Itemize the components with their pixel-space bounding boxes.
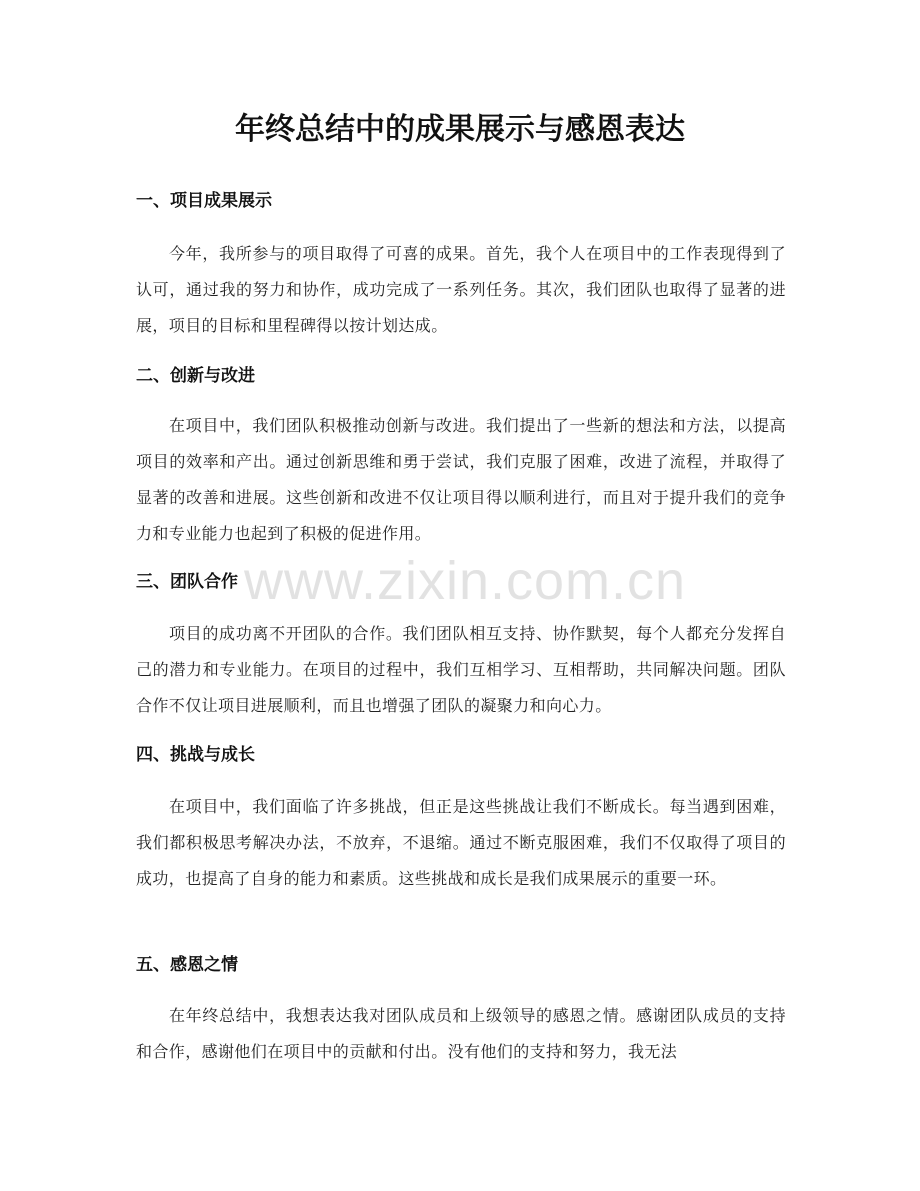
section-heading-5: 五、感恩之情 — [136, 955, 238, 975]
document-title: 年终总结中的成果展示与感恩表达 — [235, 112, 685, 147]
watermark-text: www.zixin.com.cn — [243, 551, 687, 611]
section-paragraph-2: 在项目中，我们团队积极推动创新与改进。我们提出了一些新的想法和方法，以提高项目的效率和产出。通过创新思维和勇于尝试，我们克服了困难，改进了流程，并取得了显著的改善和进展。这些创新和改进不仅让项目得以顺利进行，而且对于提升我们的竞争力和专业能力也起到了积极的促进作用。 — [136, 416, 786, 543]
section-heading-2: 二、创新与改进 — [136, 366, 255, 386]
section-paragraph-5: 在年终总结中，我想表达我对团队成员和上级领导的感恩之情。感谢团队成员的支持和合作，感谢他们在项目中的贡献和付出。没有他们的支持和努力，我无法 — [136, 1006, 786, 1061]
section-heading-1: 一、项目成果展示 — [136, 191, 272, 211]
section-paragraph-1: 今年，我所参与的项目取得了可喜的成果。首先，我个人在项目中的工作表现得到了认可，通过我的努力和协作，成功完成了一系列任务。其次，我们团队也取得了显著的进展，项目的目标和里程碑得以按计划达成。 — [136, 244, 786, 335]
section-paragraph-4: 在项目中，我们面临了许多挑战，但正是这些挑战让我们不断成长。每当遇到困难，我们都积极思考解决办法，不放弃，不退缩。通过不断克服困难，我们不仅取得了项目的成功，也提高了自身的能力和素质。这些挑战和成长是我们成果展示的重要一环。 — [136, 797, 786, 888]
section-heading-3: 三、团队合作 — [136, 572, 238, 592]
section-paragraph-3: 项目的成功离不开团队的合作。我们团队相互支持、协作默契，每个人都充分发挥自己的潜力和专业能力。在项目的过程中，我们互相学习、互相帮助，共同解决问题。团队合作不仅让项目进展顺利，而且也增强了团队的凝聚力和向心力。 — [136, 624, 786, 715]
section-heading-4: 四、挑战与成长 — [136, 745, 255, 765]
